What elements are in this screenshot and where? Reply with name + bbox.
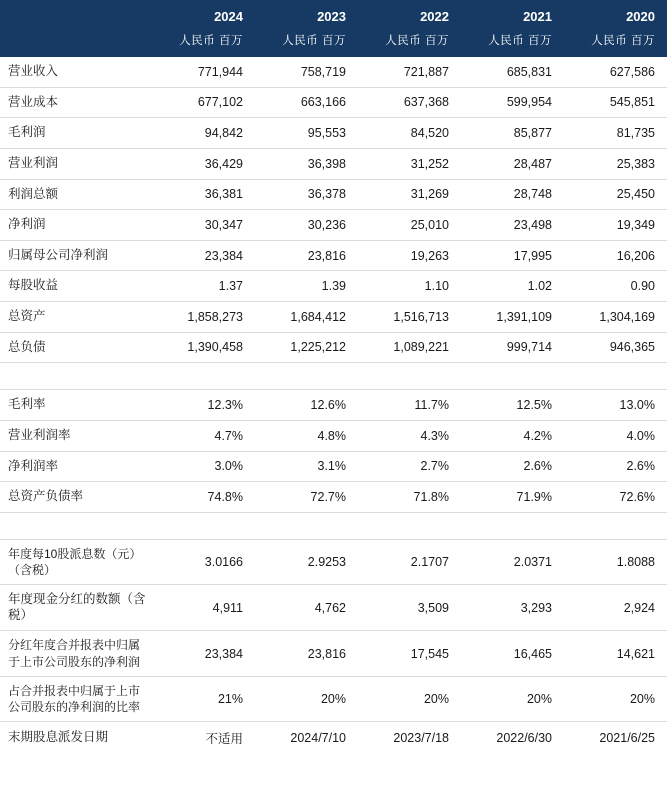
row-value: 13.0% (564, 390, 667, 421)
row-value: 1,391,109 (461, 302, 564, 333)
row-label: 总资产负债率 (0, 482, 152, 513)
table-body (0, 57, 667, 754)
row-value (564, 363, 667, 390)
row-value: 2023/7/18 (393, 731, 449, 746)
row-value: 1,516,713 (358, 302, 461, 333)
row-value: 19,349 (564, 210, 667, 241)
row-value: 31,252 (358, 148, 461, 179)
table-row (0, 585, 667, 631)
row-value: 23,816 (255, 631, 358, 676)
header-label-blank (0, 0, 152, 30)
header-year-2023: 2023 (255, 0, 358, 30)
row-value: 2.9253 (255, 539, 358, 584)
header-unit-2021: 人民币 百万 (461, 30, 564, 57)
header-year-2022: 2022 (358, 0, 461, 30)
table-row (0, 210, 667, 241)
row-label: 年度现金分红的数额（含税） (0, 585, 152, 631)
row-value: 1.02 (461, 271, 564, 302)
row-value: 25,450 (564, 179, 667, 210)
table-row (0, 539, 667, 584)
row-value: 20% (358, 676, 461, 721)
table-row (0, 87, 667, 118)
row-value: 2,924 (564, 585, 667, 631)
table-header (0, 0, 667, 57)
row-label: 占合并报表中归属于上市公司股东的净利润的比率 (0, 676, 152, 721)
row-label: 净利润 (0, 210, 152, 241)
row-value: 25,010 (358, 210, 461, 241)
row-value: 2024/7/10 (290, 731, 346, 746)
row-value: 36,398 (255, 148, 358, 179)
row-value: 677,102 (152, 87, 255, 118)
row-value: 31,269 (358, 179, 461, 210)
row-value: 1,390,458 (152, 332, 255, 363)
row-value: 999,714 (461, 332, 564, 363)
row-label: 每股收益 (0, 271, 152, 302)
row-value (255, 512, 358, 539)
row-label: 归属母公司净利润 (0, 240, 152, 271)
row-label: 利润总额 (0, 179, 152, 210)
row-value: 72.6% (564, 482, 667, 513)
table-row (0, 482, 667, 513)
row-label: 分红年度合并报表中归属于上市公司股东的净利润 (0, 631, 152, 676)
row-value: 30,347 (152, 210, 255, 241)
row-value: 20% (255, 676, 358, 721)
row-label: 毛利润 (0, 118, 152, 149)
header-unit-2024: 人民币 百万 (152, 30, 255, 57)
header-row-years (0, 0, 667, 30)
table-row (0, 118, 667, 149)
header-unit-2022: 人民币 百万 (358, 30, 461, 57)
row-value: 28,487 (461, 148, 564, 179)
row-value (461, 512, 564, 539)
row-value: 1.10 (358, 271, 461, 302)
row-value: 25,383 (564, 148, 667, 179)
row-value: 2.1707 (358, 539, 461, 584)
row-value: 637,368 (358, 87, 461, 118)
row-value: 20% (461, 676, 564, 721)
table-row (0, 631, 667, 676)
header-year-2024: 2024 (152, 0, 255, 30)
row-value (255, 363, 358, 390)
row-value: 12.5% (461, 390, 564, 421)
row-value: 19,263 (358, 240, 461, 271)
row-value: 36,381 (152, 179, 255, 210)
row-value: 4,911 (152, 585, 255, 631)
row-value: 3.1% (255, 451, 358, 482)
row-value: 71.8% (358, 482, 461, 513)
row-label: 总资产 (0, 302, 152, 333)
row-value: 4,762 (255, 585, 358, 631)
row-value: 1.39 (255, 271, 358, 302)
row-value: 4.0% (564, 420, 667, 451)
row-label: 净利润率 (0, 451, 152, 482)
row-value (461, 363, 564, 390)
row-value: 2.0371 (461, 539, 564, 584)
table-row (0, 676, 667, 721)
row-value: 23,384 (152, 240, 255, 271)
row-value: 12.6% (255, 390, 358, 421)
table-row (0, 302, 667, 333)
row-value: 30,236 (255, 210, 358, 241)
row-value: 627,586 (564, 57, 667, 87)
row-value: 72.7% (255, 482, 358, 513)
row-value: 4.7% (152, 420, 255, 451)
table-row (0, 271, 667, 302)
row-value: 946,365 (564, 332, 667, 363)
row-value: 23,816 (255, 240, 358, 271)
table-row (0, 57, 667, 87)
header-row-units (0, 30, 667, 57)
row-value: 771,944 (152, 57, 255, 87)
row-value: 14,621 (564, 631, 667, 676)
row-value: 21% (152, 676, 255, 721)
table-row (0, 722, 667, 755)
row-value: 23,384 (152, 631, 255, 676)
row-value: 3.0166 (152, 539, 255, 584)
row-value: 0.90 (564, 271, 667, 302)
row-value: 1.37 (152, 271, 255, 302)
row-value: 3,509 (358, 585, 461, 631)
row-value: 685,831 (461, 57, 564, 87)
row-value: 71.9% (461, 482, 564, 513)
row-value: 2.7% (358, 451, 461, 482)
header-unit-2023: 人民币 百万 (255, 30, 358, 57)
row-value: 16,206 (564, 240, 667, 271)
row-value: 4.8% (255, 420, 358, 451)
row-value: 84,520 (358, 118, 461, 149)
table-row (0, 451, 667, 482)
table-row (0, 148, 667, 179)
row-label: 总负债 (0, 332, 152, 363)
row-value: 28,748 (461, 179, 564, 210)
row-value: 1.8088 (564, 539, 667, 584)
row-value: 23,498 (461, 210, 564, 241)
row-label: 营业利润率 (0, 420, 152, 451)
row-label (0, 512, 152, 539)
row-value: 545,851 (564, 87, 667, 118)
row-value: 1,684,412 (255, 302, 358, 333)
row-value: 不适用 (205, 732, 243, 747)
row-value: 1,304,169 (564, 302, 667, 333)
row-value: 721,887 (358, 57, 461, 87)
row-value: 599,954 (461, 87, 564, 118)
row-value: 1,858,273 (152, 302, 255, 333)
header-unit-2020: 人民币 百万 (564, 30, 667, 57)
row-value: 3,293 (461, 585, 564, 631)
row-value: 74.8% (152, 482, 255, 513)
row-value: 4.2% (461, 420, 564, 451)
row-value: 2022/6/30 (496, 731, 552, 746)
row-value: 11.7% (358, 390, 461, 421)
table-row-spacer (0, 363, 667, 390)
row-label: 营业利润 (0, 148, 152, 179)
row-value (358, 512, 461, 539)
table-row (0, 240, 667, 271)
row-value: 36,429 (152, 148, 255, 179)
header-year-2021: 2021 (461, 0, 564, 30)
table-row (0, 390, 667, 421)
table-row-spacer (0, 512, 667, 539)
table-row (0, 420, 667, 451)
table-row (0, 179, 667, 210)
row-label: 毛利率 (0, 390, 152, 421)
row-value: 20% (564, 676, 667, 721)
row-value (152, 363, 255, 390)
row-label (0, 363, 152, 390)
row-value (152, 512, 255, 539)
row-value: 3.0% (152, 451, 255, 482)
row-label: 营业收入 (0, 57, 152, 87)
row-value (358, 363, 461, 390)
header-unit-blank (0, 30, 152, 57)
row-value: 16,465 (461, 631, 564, 676)
table-row (0, 332, 667, 363)
row-value: 85,877 (461, 118, 564, 149)
row-value: 663,166 (255, 87, 358, 118)
row-value: 17,545 (358, 631, 461, 676)
row-value: 1,089,221 (358, 332, 461, 363)
row-value: 12.3% (152, 390, 255, 421)
row-value: 81,735 (564, 118, 667, 149)
row-value: 17,995 (461, 240, 564, 271)
row-value: 2021/6/25 (599, 731, 655, 746)
row-value: 95,553 (255, 118, 358, 149)
header-year-2020: 2020 (564, 0, 667, 30)
row-value: 1,225,212 (255, 332, 358, 363)
row-value: 2.6% (564, 451, 667, 482)
row-value: 2.6% (461, 451, 564, 482)
row-label: 营业成本 (0, 87, 152, 118)
row-label: 年度每10股派息数（元）（含税） (0, 539, 152, 584)
row-value: 94,842 (152, 118, 255, 149)
row-value: 758,719 (255, 57, 358, 87)
row-value (564, 512, 667, 539)
row-value: 4.3% (358, 420, 461, 451)
row-label: 末期股息派发日期 (8, 730, 109, 745)
row-value: 36,378 (255, 179, 358, 210)
